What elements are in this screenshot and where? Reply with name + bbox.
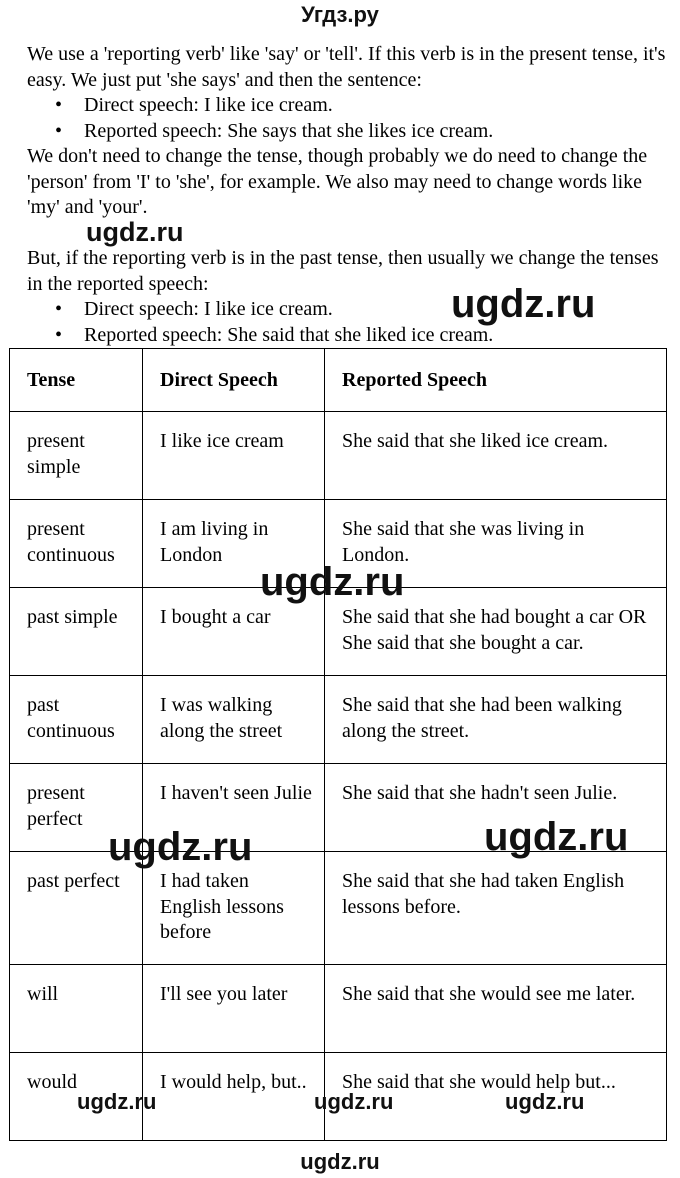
bullet-list-present <box>27 93 667 144</box>
intro-paragraph: We use a 'reporting verb' like 'say' or 'tell'. If this verb is in the present tense, it's easy. We just put 'she says' and then the sentence: <box>27 43 666 91</box>
tense-cell: past simple <box>10 588 143 676</box>
watermark-logo: ugdz.ru <box>77 1089 157 1114</box>
bullet-item: • Reported speech: She said that she liked ice cream. <box>27 323 667 349</box>
watermark-logo: ugdz.ru <box>260 560 405 604</box>
tense-cell: present simple <box>10 412 143 500</box>
site-footer: ugdz.ru <box>300 1149 380 1174</box>
reported-speech-cell: She said that she would see me later. <box>325 965 667 1053</box>
reported-speech-table <box>9 348 667 1141</box>
direct-speech-cell: I am living in London <box>143 500 325 588</box>
tense-cell: present continuous <box>10 500 143 588</box>
table-row <box>10 965 667 1053</box>
bullet-item: • Direct speech: I like ice cream. <box>27 93 667 119</box>
past-tense-paragraph: But, if the reporting verb is in the past tense, then usually we change the tenses in the reported speech: <box>27 247 659 295</box>
tense-cell: will <box>10 965 143 1053</box>
reported-speech-cell: She said that she had been walking along the street. <box>325 676 667 764</box>
reported-speech-cell: She said that she liked ice cream. <box>325 412 667 500</box>
table-row <box>10 676 667 764</box>
watermark-logo: ugdz.ru <box>86 217 184 247</box>
table-header-row <box>10 349 667 412</box>
reported-speech-cell: She said that she hadn't seen Julie. <box>325 764 667 852</box>
watermark-logo: ugdz.ru <box>484 815 629 859</box>
tense-cell: past continuous <box>10 676 143 764</box>
table-row <box>10 412 667 500</box>
direct-speech-cell: I like ice cream <box>143 412 325 500</box>
direct-speech-cell: I bought a car <box>143 588 325 676</box>
tense-cell: would <box>10 1053 143 1141</box>
reported-speech-cell: She said that she would help but... <box>325 1053 667 1141</box>
reported-speech-cell: She said that she was living in London. <box>325 500 667 588</box>
tense-cell: past perfect <box>10 852 143 965</box>
reported-speech-cell: She said that she had taken English lessons before. <box>325 852 667 965</box>
watermark-logo: ugdz.ru <box>314 1089 394 1114</box>
tense-cell: present perfect <box>10 764 143 852</box>
watermark-logo: ugdz.ru <box>451 282 596 326</box>
watermark-logo: ugdz.ru <box>505 1089 585 1114</box>
direct-speech-cell: I'll see you later <box>143 965 325 1053</box>
reported-speech-cell: She said that she had bought a car OR She said that she bought a car. <box>325 588 667 676</box>
direct-speech-cell: I had taken English lessons before <box>143 852 325 965</box>
bullet-item: • Direct speech: I like ice cream. <box>27 297 667 323</box>
direct-speech-cell: I haven't seen Julie <box>143 764 325 852</box>
watermark-logo: ugdz.ru <box>108 825 253 869</box>
column-header-direct: Direct Speech <box>143 349 325 412</box>
direct-speech-cell: I was walking along the street <box>143 676 325 764</box>
column-header-tense: Tense <box>10 349 143 412</box>
column-header-reported: Reported Speech <box>325 349 667 412</box>
bullet-item: • Reported speech: She says that she likes ice cream. <box>27 119 667 145</box>
site-header: Угдз.ру <box>301 2 379 27</box>
direct-speech-cell: I would help, but.. <box>143 1053 325 1141</box>
tense-note-paragraph: We don't need to change the tense, though probably we do need to change the 'person' from 'I' to 'she', for example. We also may need to change words like 'my' and 'your'. <box>27 145 648 218</box>
